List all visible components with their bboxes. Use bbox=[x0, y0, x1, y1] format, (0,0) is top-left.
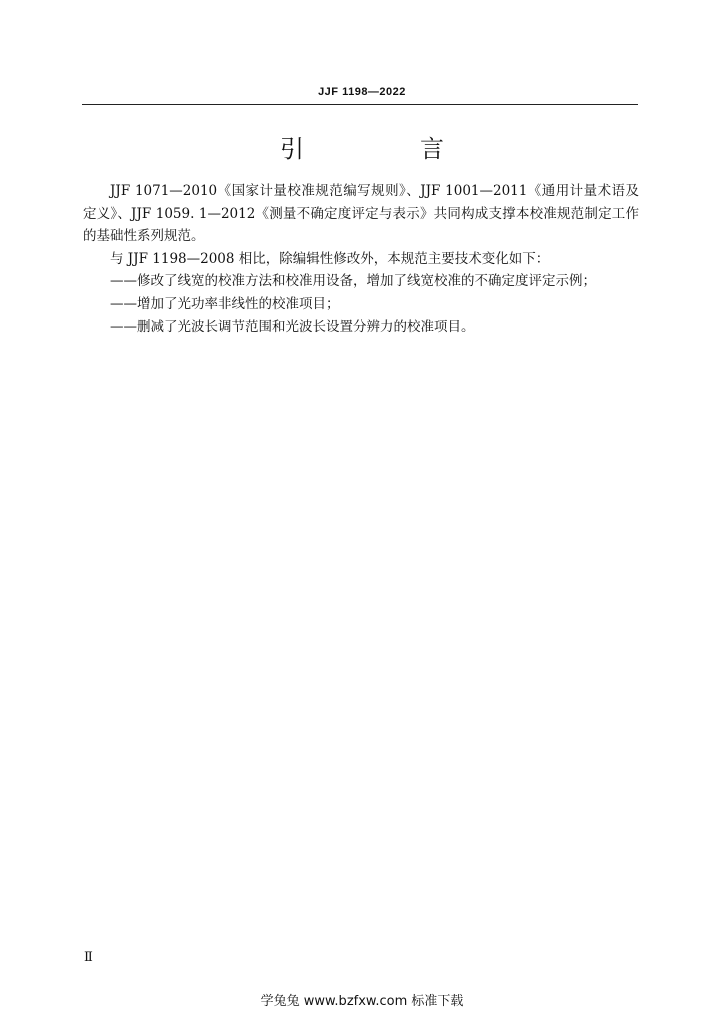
intro-paragraph: 与 JJF 1198—2008 相比，除编辑性修改外，本规范主要技术变化如下： bbox=[110, 250, 550, 267]
section-title: 引 言 bbox=[280, 135, 490, 163]
page-number: Ⅱ bbox=[84, 950, 93, 965]
intro-paragraph: JJF 1071—2010《国家计量校准规范编写规则》、JJF 1001—2011《通用计量术语及定义》、JJF 1059. 1—2012《测量不确定度评定与表示》共同构成支撑本校准规范制定工作的基础性系列规范。 bbox=[83, 183, 639, 245]
document-code-header: JJF 1198—2022 bbox=[318, 86, 406, 98]
change-list-item: ——增加了光功率非线性的校准项目； bbox=[110, 295, 340, 312]
introduction-body bbox=[83, 180, 639, 338]
change-list-item: ——删减了光波长调节范围和光波长设置分辨力的校准项目。 bbox=[110, 318, 475, 335]
change-list-item: ——修改了线宽的校准方法和校准用设备，增加了线宽校准的不确定度评定示例； bbox=[110, 273, 596, 290]
footer-watermark: 学兔兔 www.bzfxw.com 标准下载 bbox=[260, 994, 464, 1009]
header-divider bbox=[82, 104, 638, 105]
